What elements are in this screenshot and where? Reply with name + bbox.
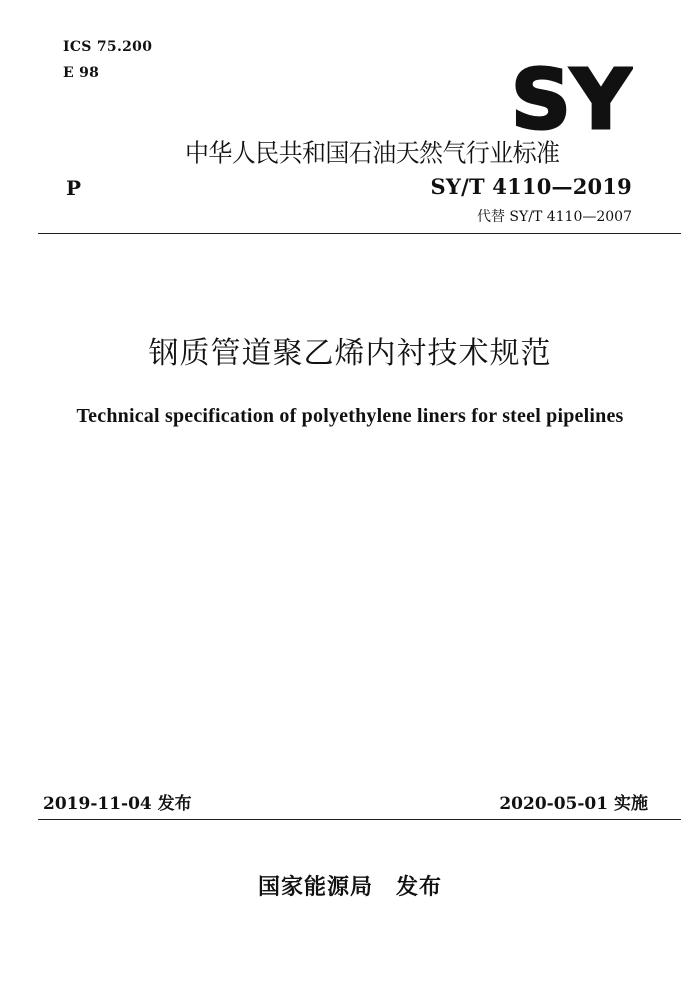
ics-code: ICS 75.200: [63, 39, 153, 55]
issue-date: 2019-11-04 发布: [43, 794, 192, 814]
publisher: 国家能源局 发布: [257, 875, 442, 900]
implementation-date: 2020-05-01 实施: [499, 794, 648, 814]
bottom-divider: [38, 819, 681, 820]
ccs-code: E 98: [63, 65, 100, 81]
sy-logo: [509, 62, 633, 132]
industry-standard-title: 中华人民共和国石油天然气行业标准: [185, 138, 560, 168]
top-divider: [38, 233, 681, 234]
document-title-en: Technical specification of polyethylene liners for steel pipelines: [76, 405, 624, 427]
replaces-standard: 代替 SY/T 4110—2007: [476, 209, 632, 225]
document-title-zh: 钢质管道聚乙烯内衬技术规范: [148, 336, 552, 371]
category-letter: P: [66, 176, 82, 200]
sy-logo-mark: [509, 62, 633, 132]
standard-number: SY/T 4110—2019: [430, 174, 632, 199]
sy-logo-text: SY: [511, 62, 633, 132]
